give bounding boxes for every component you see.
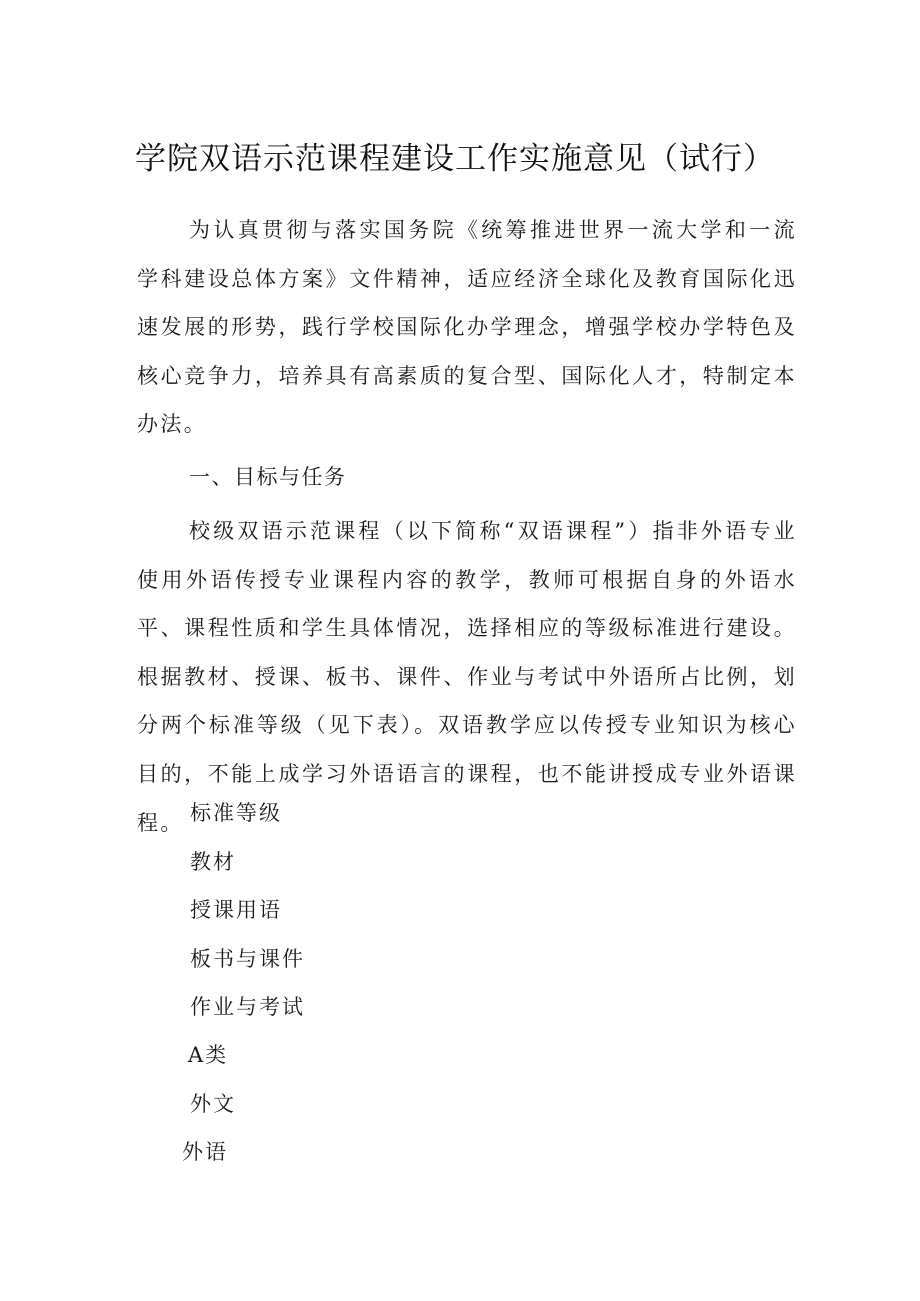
section-heading-goals: 一、目标与任务 [189, 465, 347, 489]
table-header-teaching-language: 授课用语 [190, 898, 282, 922]
intro-paragraph: 为认真贯彻与落实国务院《统筹推进世界一流大学和一流学科建设总体方案》文件精神，适应经济全球化及教育国际化迅速发展的形势，践行学校国际化办学理念，增强学校办学特色及核心竞争力，培养具有高素质的复合型、国际化人才，特制定本办法。 [137, 218, 797, 437]
table-cell-foreign-language: 外语 [182, 1140, 228, 1164]
document-title: 学院双语示范课程建设工作实施意见（试行） [135, 141, 775, 177]
table-header-textbook: 教材 [190, 850, 236, 874]
table-header-standard-level: 标准等级 [190, 801, 282, 825]
table-header-homework-and-exams: 作业与考试 [190, 995, 305, 1019]
table-cell-foreign-text: 外文 [190, 1092, 236, 1116]
goals-paragraph: 校级双语示范课程（以下简称“双语课程”）指非外语专业使用外语传授专业课程内容的教学，教师可根据自身的外语水平、课程性质和学生具体情况，选择相应的等级标准进行建设。根据教材、授课、板书、课件、作业与考试中外语所占比例，划分两个标准等级（见下表）。双语教学应以传授专业知识为核心目的，不能上成学习外语语言的课程，也不能讲授成专业外语课程。 [137, 519, 797, 835]
table-cell-class-a: A类 [188, 1043, 229, 1067]
table-header-board-and-slides: 板书与课件 [190, 947, 305, 971]
